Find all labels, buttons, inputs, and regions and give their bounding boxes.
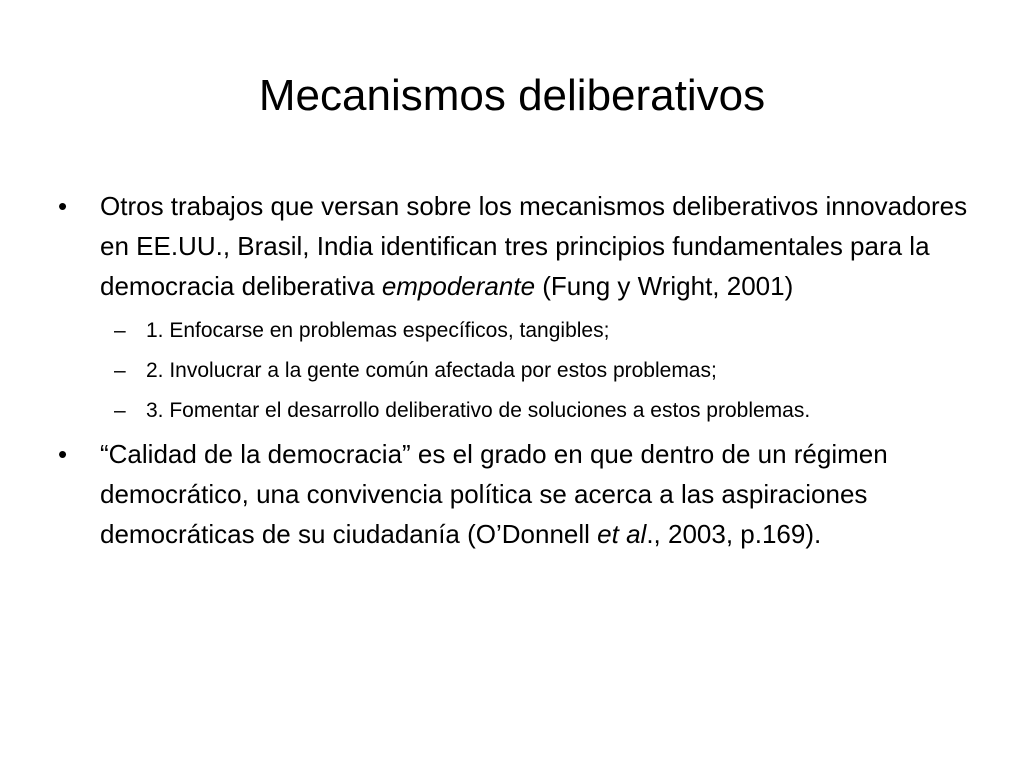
bullet-1-text: Otros trabajos que versan sobre los mecanismos deliberativos innovadores en EE.UU., Brasil, India identifican tres principios fundamentales para la democracia deliberativa xyxy=(100,191,968,301)
slide-content xyxy=(56,186,976,554)
bullet-1-italic: empoderante xyxy=(381,271,536,301)
bullet-marker: • xyxy=(58,191,68,221)
sub-bullet-item-2 xyxy=(56,354,976,388)
bullet-item-2 xyxy=(56,434,976,554)
bullet-item-1 xyxy=(56,186,976,306)
dash-marker: – xyxy=(114,399,126,422)
bullet-1-citation: (Fung y Wright, 2001) xyxy=(535,271,794,301)
sub-bullet-2-text: 2. Involucrar a la gente común afectada por estos problemas; xyxy=(146,359,717,382)
dash-marker: – xyxy=(114,359,126,382)
slide-title: Mecanismos deliberativos xyxy=(258,71,766,120)
bullet-2-text: “Calidad de la democracia” es el grado en que dentro de un régimen democrático, una convivencia política se acerca a las aspiraciones democráticas de su ciudadanía (O’Donnell xyxy=(100,439,888,549)
dash-marker: – xyxy=(114,319,126,342)
sub-bullet-item-1 xyxy=(56,314,976,348)
sub-bullet-list xyxy=(56,314,976,428)
sub-bullet-item-3 xyxy=(56,394,976,428)
sub-bullet-3-text: 3. Fomentar el desarrollo deliberativo de soluciones a estos problemas. xyxy=(146,399,811,422)
sub-bullet-1-text: 1. Enfocarse en problemas específicos, tangibles; xyxy=(146,319,610,342)
bullet-2-citation: ., 2003, p.169). xyxy=(646,519,822,549)
bullet-2-italic: et al xyxy=(597,519,647,549)
bullet-marker: • xyxy=(58,439,68,469)
